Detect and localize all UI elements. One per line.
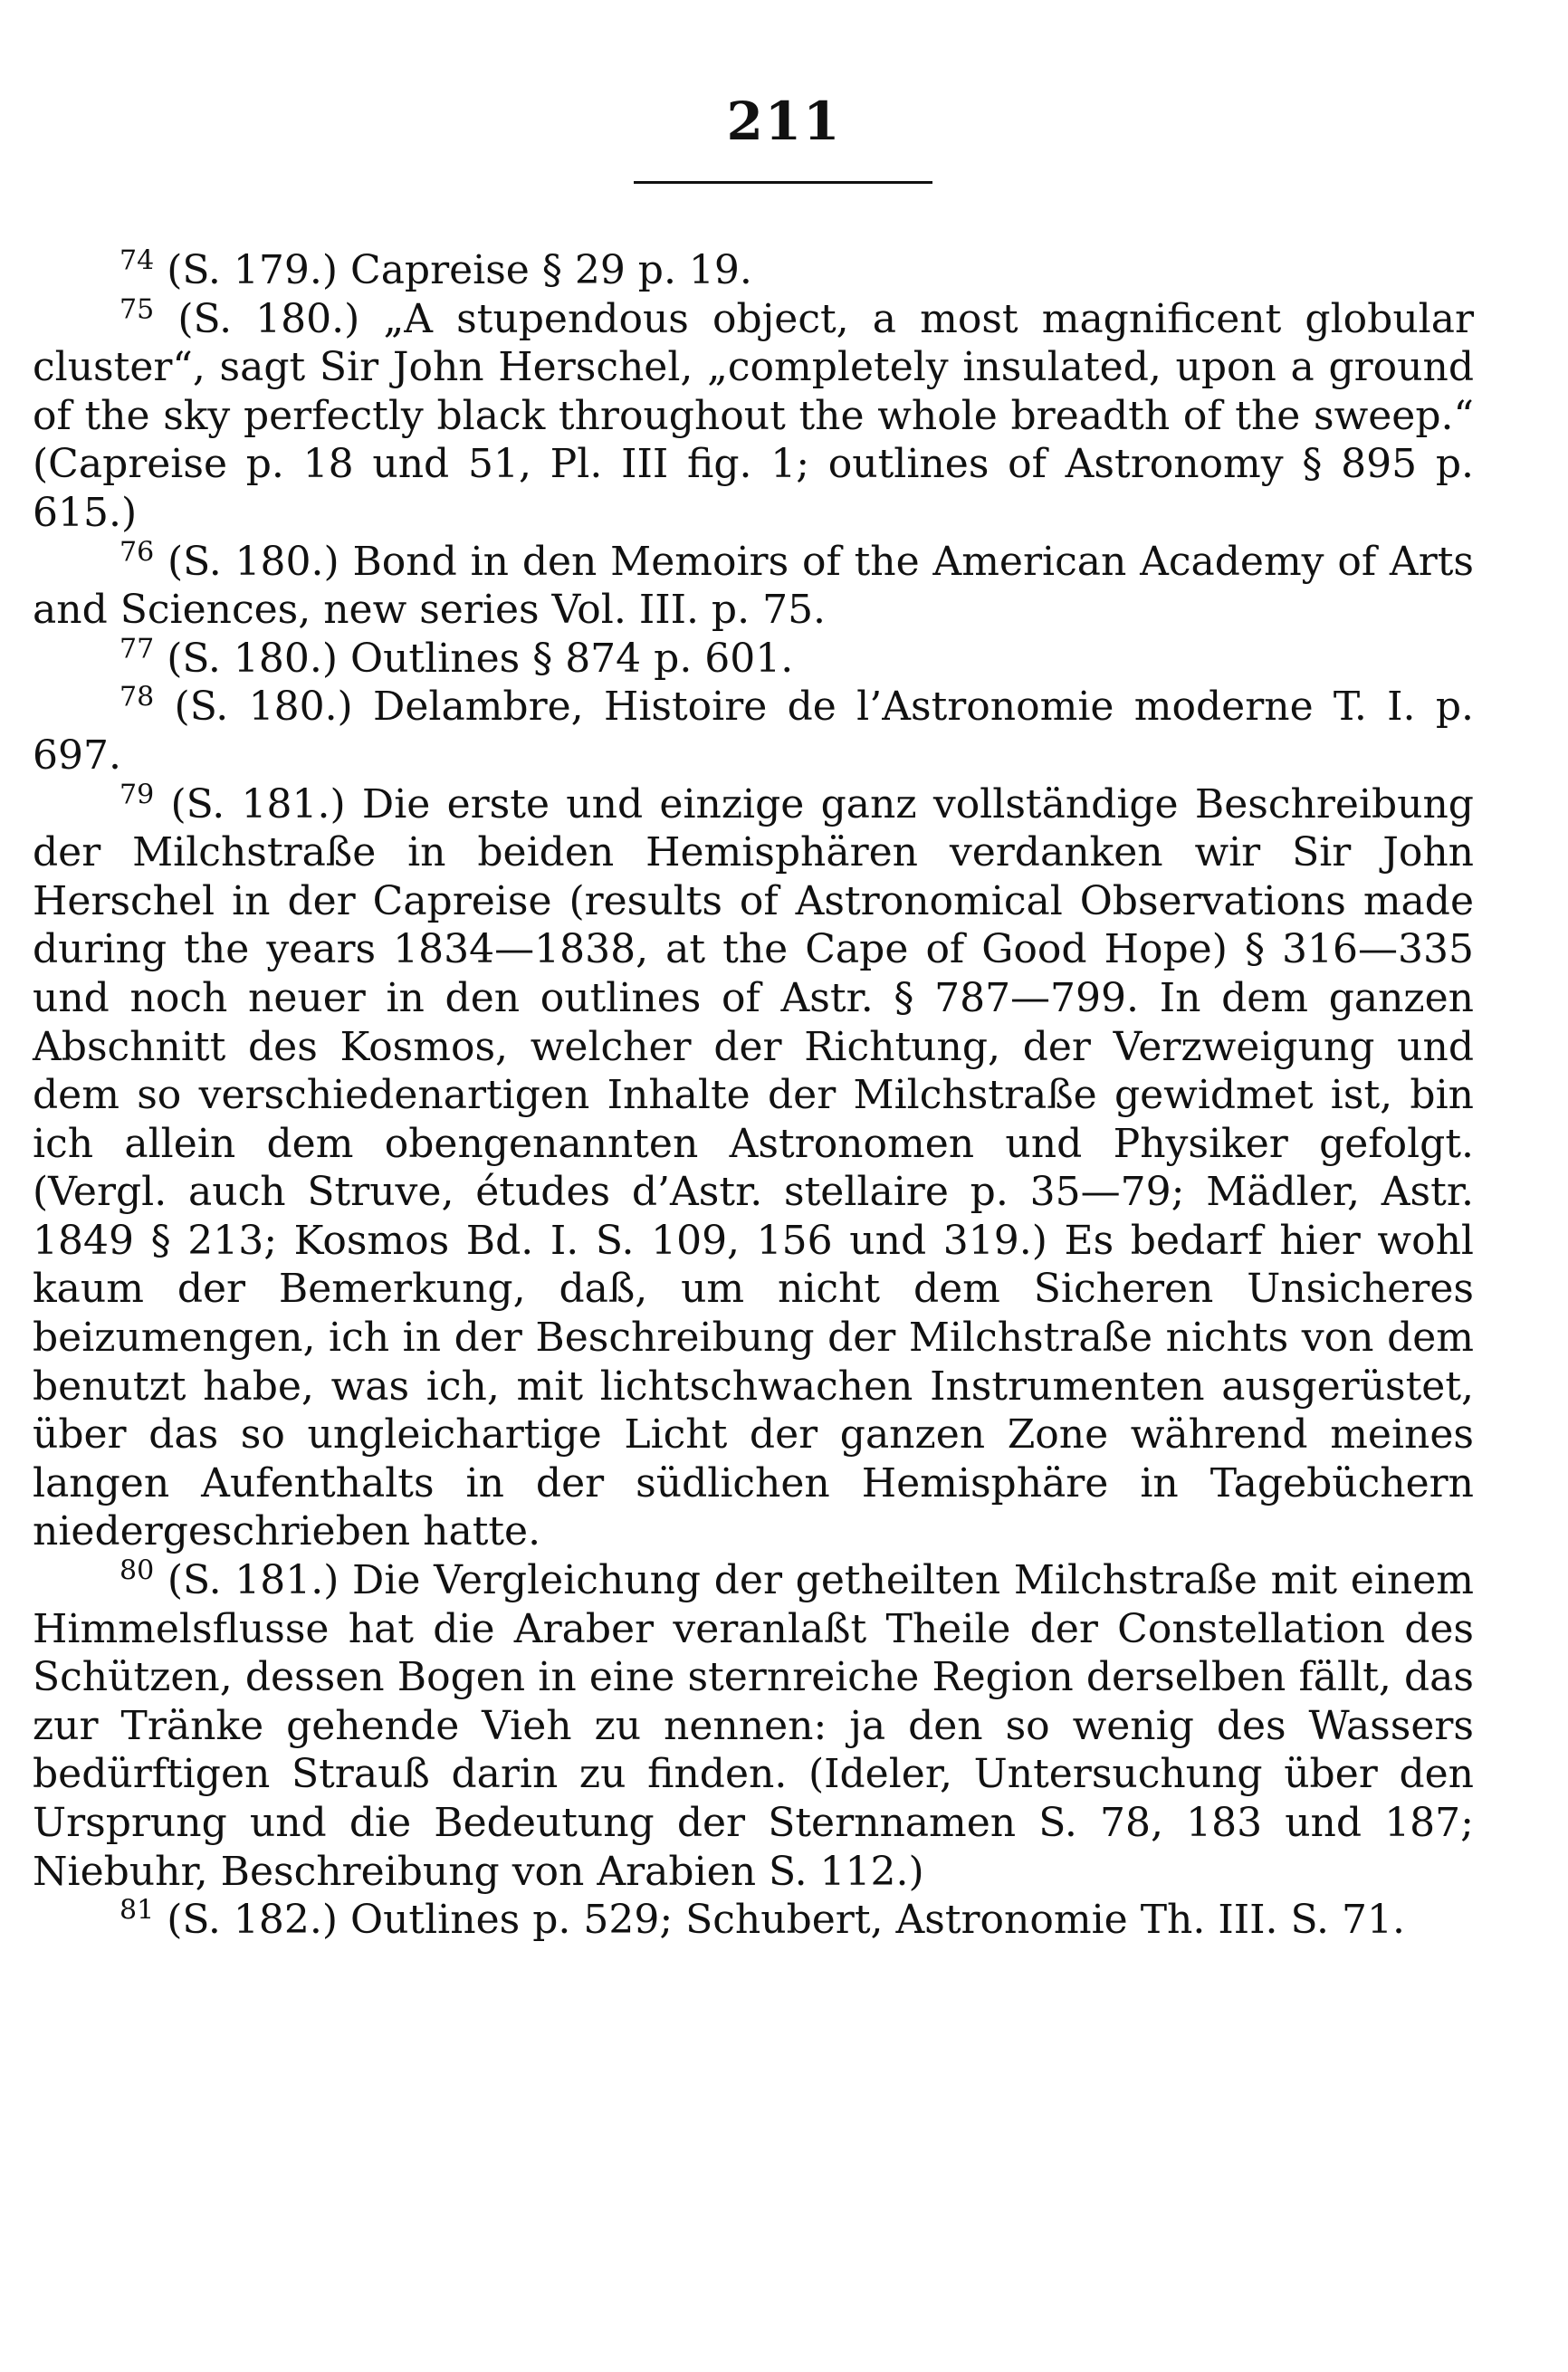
footnote-number: 79 (120, 778, 155, 810)
footnote (33, 535, 1474, 635)
footnote (33, 635, 1474, 684)
footnotes (33, 246, 1474, 1945)
footnote-text: (S. 180.) Delambre, Histoire de l’Astronomie moderne T. I. p. 697. (33, 684, 1474, 779)
footnote (33, 1896, 1474, 1945)
page-number: 211 (726, 91, 842, 152)
footnote-text: (S. 180.) Bond in den Memoirs of the American Academy of Arts and Sciences, new series Vol. III. p. 75. (33, 538, 1474, 634)
footnote-number: 81 (120, 1894, 155, 1927)
footnote-text: (S. 180.) Outlines § 874 p. 601. (167, 635, 794, 682)
footnote (33, 683, 1474, 780)
footnote (33, 246, 1474, 295)
footnote-number: 78 (120, 681, 155, 713)
header-rule (634, 181, 932, 184)
footnote (33, 292, 1474, 538)
footnote-text: (S. 181.) Die Vergleichung der getheilten Milchstraße mit einem Himmelsflusse hat die Araber veranlaßt Theile der Constellation des Schützen, dessen Bogen in eine sternreiche Region derselben fällt, das zur Tränke gehende Vieh zu nennen: ja den so wenig des Wassers bedürftigen Strauß darin zu finden. (Ideler, Untersuchung über den Ursprung und die Bedeutung der Sternnamen S. 78, 183 und 187; Niebuhr, Beschreibung von Arabien S. 112.) (33, 1557, 1474, 1895)
footnote-text: (S. 181.) Die erste und einzige ganz vollständige Beschreibung der Milchstraße in beiden Hemisphären verdanken wir Sir John Herschel in der Capreise (results of Astronomical Observations made during the years 1834—1838, at the Cape of Good Hope) § 316—335 und noch neuer in den outlines of Astr. § 787—799. In dem ganzen Abschnitt des Kosmos, welcher der Richtung, der Verzweigung und dem so verschiedenartigen Inhalte der Milchstraße gewidmet ist, bin ich allein dem obengenannten Astronomen und Physiker gefolgt. (Vergl. auch Struve, études d’Astr. stellaire p. 35—79; Mädler, Astr. 1849 § 213; Kosmos Bd. I. S. 109, 156 und 319.) Es bedarf hier wohl kaum der Bemerkung, daß, um nicht dem Sicheren Unsicheres beizumengen, ich in der Beschreibung der Milchstraße nichts von dem benutzt habe, was ich, mit lichtschwachen Instrumenten ausgerüstet, über das so ungleichartige Licht der ganzen Zone während meines langen Aufenthalts in der südlichen Hemisphäre in Tagebüchern niedergeschrieben hatte. (33, 780, 1474, 1555)
footnote-text: (S. 182.) Outlines p. 529; Schubert, Astronomie Th. III. S. 71. (167, 1897, 1405, 1944)
footnote-text: (S. 179.) Capreise § 29 p. 19. (167, 247, 752, 293)
footnote-number: 75 (120, 292, 155, 325)
footnote-number: 77 (120, 633, 155, 665)
footnote (33, 780, 1474, 1557)
footnote-number: 74 (120, 244, 155, 277)
footnote-text: (S. 180.) „A stupendous object, a most magnificent globular cluster“, sagt Sir John Herschel, „completely insulated, upon a ground of the sky perfectly black throughout the whole breadth of the sweep.“ (Capreise p. 18 und 51, Pl. III fig. 1; outlines of Astronomy § 895 p. 615.) (33, 295, 1474, 536)
footnote-number: 76 (120, 535, 155, 568)
footnote-number: 80 (120, 1554, 155, 1587)
footnote (33, 1556, 1474, 1896)
